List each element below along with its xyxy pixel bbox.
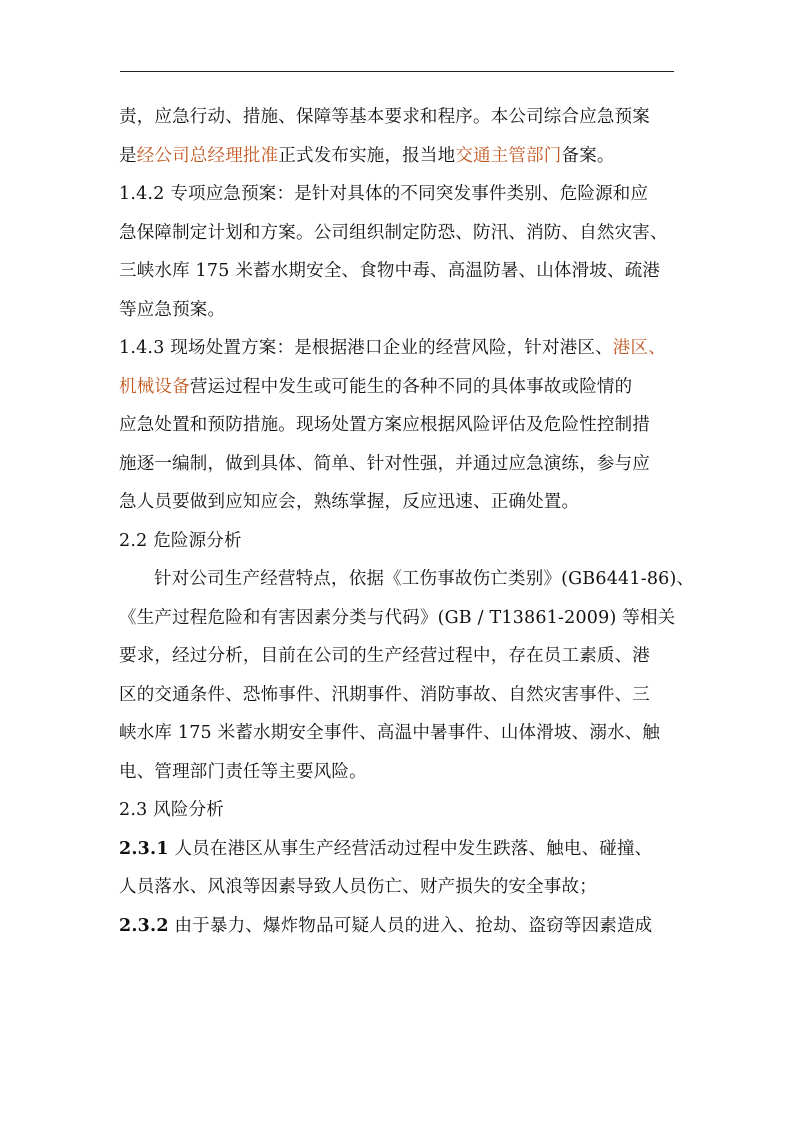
p2-line4: 等应急预案。	[119, 299, 226, 320]
document-body	[119, 98, 695, 945]
p4-line5: 峡水库 175 米蓄水期安全事件、高温中暑事件、山体滑坡、溺水、触	[119, 723, 661, 743]
heading-2-3: 2.3 风险分析	[119, 800, 224, 820]
p1-line2-text-c: 备案。	[561, 145, 615, 166]
p2-line2: 急保障制定计划和方案。公司组织制定防恐、防汛、消防、自然灾害、	[119, 222, 668, 243]
p1-highlight-authority: 交通主管部门	[455, 145, 562, 166]
p4-line3: 要求，经过分析，目前在公司的生产经营过程中，存在员工素质、港	[119, 646, 650, 666]
p4-line6: 电、管理部门责任等主要风险。	[119, 761, 367, 782]
p3-line1-text: 1.4.3 现场处置方案：是根据港口企业的经营风险，针对港区、	[119, 338, 613, 358]
p6-line1-text: 由于暴力、爆炸物品可疑人员的进入、抢劫、盗窃等因素造成	[168, 915, 653, 936]
p4-line4: 区的交通条件、恐怖事件、汛期事件、消防事故、自然灾害事件、三	[119, 684, 650, 705]
p3-highlight-equipment: 机械设备	[119, 376, 190, 397]
p2-line3: 三峡水库 175 米蓄水期安全、食物中毒、高温防暑、山体滑坡、疏港	[119, 261, 661, 281]
p5-line2: 人员落水、风浪等因素导致人员伤亡、财产损失的安全事故；	[119, 877, 597, 897]
p3-line5: 急人员要做到应知应会，熟练掌握，反应迅速、正确处置。	[119, 492, 580, 512]
p4-line1: 针对公司生产经营特点，依据《工伤事故伤亡类别》(GB6441-86)、	[154, 569, 695, 589]
header-rule	[120, 71, 674, 72]
p5-line1-text: 人员在港区从事生产经营活动过程中发生跌落、触电、碰撞、	[168, 838, 653, 859]
p4-line2: 《生产过程危险和有害因素分类与代码》(GB / T13861-2009) 等相关	[119, 607, 676, 628]
p3-highlight-port: 港区、	[612, 338, 666, 358]
p3-line2	[119, 368, 679, 407]
p5-number: 2.3.1	[119, 838, 169, 859]
p2-line1: 1.4.2 专项应急预案：是针对具体的不同突发事件类别、危险源和应	[119, 184, 649, 204]
p1-line1: 责，应急行动、措施、保障等基本要求和程序。本公司综合应急预案	[119, 107, 650, 127]
p1-line2-text-b: 正式发布实施，报当地	[278, 145, 456, 166]
p5-line1	[119, 830, 679, 869]
p6-number: 2.3.2	[119, 915, 169, 936]
heading-2-2: 2.2 危险源分析	[119, 530, 242, 551]
p3-line3: 应急处置和预防措施。现场处置方案应根据风险评估及危险性控制措	[119, 415, 650, 435]
p3-line1	[119, 329, 679, 368]
p3-line4: 施逐一编制，做到具体、简单、针对性强，并通过应急演练，参与应	[119, 453, 650, 474]
p1-line2	[119, 137, 679, 176]
p1-line2-text-a: 是	[119, 145, 137, 166]
p1-highlight-approval: 经公司总经理批准	[136, 145, 279, 166]
p3-line2-text: 营运过程中发生或可能生的各种不同的具体事故或险情的	[189, 376, 633, 397]
p6-line1	[119, 907, 679, 946]
